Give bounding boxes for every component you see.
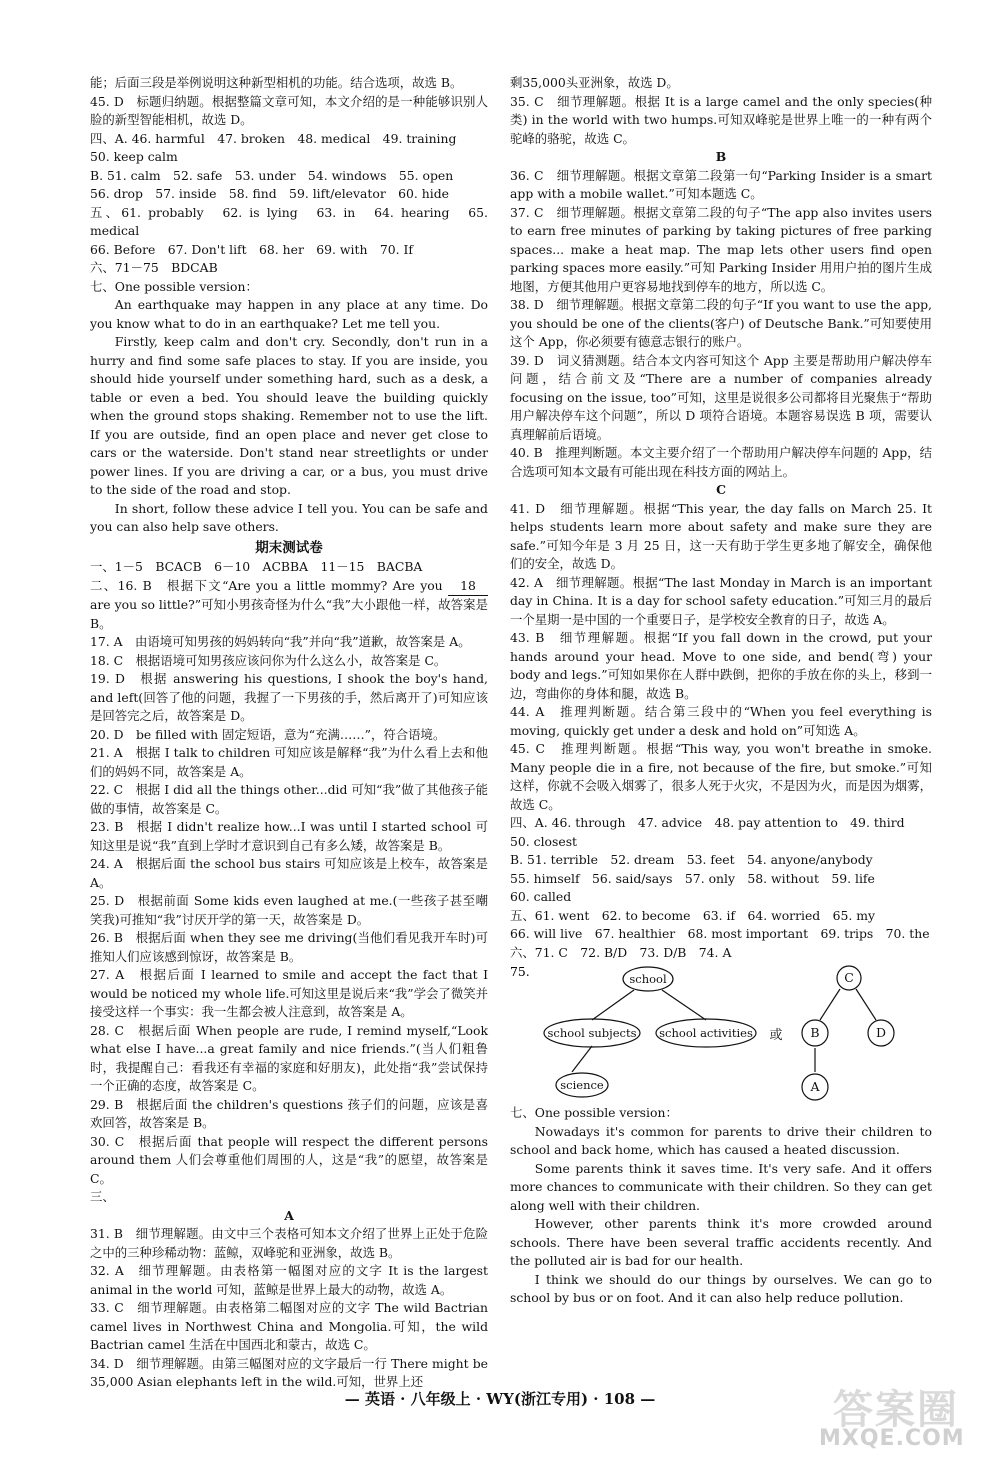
passage-label-c: C (716, 482, 726, 497)
answer-item: 40. B 推理判断题。本文主要介绍了一个帮助用户解决停车问题的 App，结合选项可知本文最有可能出现在科技方面的网站上。 (510, 445, 932, 479)
tree-edge (572, 1046, 592, 1072)
essay-paragraph: Firstly, keep calm and don't cry. Secondly, don't run in a hurry and find some safe places to stay. If you are inside, you should hide yourself under something hard, such as a desk, a table or even a bed. You should leave the building quickly when the ground stops shaking. Remember not to use the lift. If you are outside, find an open place and never get close to cars or the waterside. Don't stand near streetlights or under power lines. If you are driving a car, or a bus, you must drive to the side of the road and stop. (90, 334, 488, 497)
passage-label-b: B (715, 149, 727, 164)
answer-item: 41. D 细节理解题。根据“This year, the day falls on March 25. It helps students learn more about safety and make sure they are safe.”可知今年是 3 月 25 日，这一天有助于学生更多地了解安全，确保他们的安全，故选 D。 (510, 500, 932, 571)
answer-line: 五、61. went 62. to become 63. if 64. worried 65. my (510, 907, 876, 923)
answer-line: 七、One possible version： (510, 1105, 678, 1120)
answer-line: B. 51. calm 52. safe 53. under 54. windows 55. open (90, 167, 454, 183)
section-three-label: 三、 (90, 1189, 115, 1204)
essay-paragraph: In short, follow these advice I tell you. You can be safe and you can also help save others. (90, 500, 488, 534)
tree-edge (820, 989, 840, 1020)
or-label: 或 (769, 1028, 783, 1043)
answer-line: 50. keep calm (90, 149, 178, 164)
answer-item: 37. C 细节理解题。根据文章第二段的句子“The app also invites users to earn free minutes of parking by taking pictures of free parking spaces... make a heat map. The map lets other users find open parking spaces more easily.”可知 Parking Insider 用用户拍的图片生成地图，方便其他用户更容易地找到停车的地方，所以选 C。 (510, 204, 932, 294)
answer-item: 21. A 根据 I talk to children 可知应该是解释“我”为什么看上去和他们的妈妈不同，故答案是 A。 (90, 745, 488, 779)
watermark-text: 答案圈 (833, 1387, 959, 1433)
answer-item: 17. A 由语境可知男孩的妈妈转向“我”并向“我”道歉，故答案是 A。 (90, 634, 471, 649)
node-label: A (810, 1079, 820, 1094)
answer-item: 45. C 推理判断题。根据“This way, you won't breathe in smoke. Many people die in a fire, not because of the fire, but smoke.”可知这样，你就不会吸入烟雾了，很多人死于火灾，不是因为火，而是因为烟雾，故选 C。 (510, 741, 932, 812)
answer-item: 35. C 细节理解题。根据 It is a large camel and the only species(种类) in the world with two humps.可知双峰驼是世界上唯一的一种有两个驼峰的骆驼，故选 C。 (510, 93, 932, 146)
node-label: school (629, 972, 667, 986)
essay-paragraph: Nowadays it's common for parents to drive their children to school and back home, which has caused a heated discussion. (510, 1123, 932, 1157)
answer-item: 31. B 细节理解题。由文中三个表格可知本文介绍了世界上正处于危险之中的三种珍稀动物：蓝鲸，双峰驼和亚洲象，故选 B。 (90, 1226, 488, 1260)
answer-item: 24. A 根据后面 the school bus stairs 可知应该是上校车，故答案是 A。 (90, 856, 488, 890)
answer-item: 44. A 推理判断题。结合第三段中的“When you feel everything is moving, quickly get under a desk and hold on”可知选 A。 (510, 704, 932, 738)
answer-item: 45. D 标题归纳题。根据整篇文章可知，本文介绍的是一种能够识别人脸的新型智能相机，故选 D。 (90, 93, 488, 127)
answer-line: 五、61. probably 62. is lying 63. in 64. hearing 65. medical (90, 204, 488, 238)
essay-paragraph: I think we should do our things by ourselves. We can go to school by bus or on foot. And it can also help reduce pollution. (510, 1271, 932, 1305)
answer-line: 六、71. C 72. B/D 73. D/B 74. A (510, 944, 732, 960)
answer-item: 28. C 根据后面 When people are rude, I remind myself,“Look what else I have...a great family and nice friends.”(当人们粗鲁时，我提醒自己：看我还有幸福的家庭和好朋友)，此处指“我”尝试保持一个正确的态度，故答案是 C。 (90, 1022, 488, 1093)
watermark-logo (815, 1376, 980, 1456)
left-column (90, 74, 488, 1392)
answer-line: 六、71－75 BDCAB (90, 260, 218, 275)
node-label: school subjects (547, 1026, 637, 1040)
tree-edge (662, 990, 706, 1020)
answer-line: 七、One possible version： (90, 278, 258, 294)
answer-item: 22. C 根据 I did all the things other...did 可知“我”做了其他孩子能做的事情，故答案是 C。 (90, 782, 488, 816)
answer-item: 26. B 根据后面 when they see me driving(当他们看见我开车时)可推知人们应该感到惊讶，故答案是 B。 (90, 930, 488, 964)
q75-number: 75. (510, 964, 530, 979)
answer-item: 43. B 细节理解题。根据“If you fall down in the crowd, put your hands around your head. Move to one side, and bend(弯) your body and legs.”可知如果你在人群中跌倒，把你的手放在你的头上，移到一边，弯曲你的身体和腿，故选 B。 (510, 630, 932, 701)
answer-item (90, 577, 488, 634)
page-footer: — 英语 · 八年级上 · WY(浙江专用) · 108 — (344, 1390, 656, 1408)
answer-item: 剩35,000头亚洲象，故选 D。 (510, 75, 679, 90)
answer-item: 27. A 根据后面 I learned to smile and accept the fact that I would be noticed my whole life.可知这里是说后来“我”学会了微笑并接受这样一个事实：我一生都会被人注意到，故答案是 A。 (90, 967, 488, 1019)
answer-line: 50. closest (510, 833, 578, 849)
answer-line: 四、A. 46. through 47. advice 48. pay attention to 49. third (510, 815, 905, 830)
tree-diagram (510, 964, 932, 1104)
text-line: 能；后面三段是举例说明这种新型相机的功能。结合选项，故选 B。 (90, 75, 463, 90)
essay-paragraph: An earthquake may happen in any place at any time. Do you know what to do in an earthquake? Let me tell you. (90, 297, 488, 331)
answer-item: 18. C 根据语境可知男孩应该问你为什么这么小，故答案是 C。 (90, 652, 447, 668)
answer-item: 36. C 细节理解题。根据文章第二段第一句“Parking Insider is a smart app with a mobile wallet.”可知本题选 C。 (510, 167, 932, 201)
tree-edge (856, 989, 876, 1020)
answer-item: 25. D 根据前面 Some kids even laughed at me.(一些孩子甚至嘲笑我)可推知“我”讨厌开学的第一天，故答案是 D。 (90, 893, 488, 927)
answer-item: 34. D 细节理解题。由第三幅图对应的文字最后一行 There might be 35,000 Asian elephants left in the wild.可知，世界上还 (90, 1355, 488, 1389)
answer-item: 33. C 细节理解题。由表格第二幅图对应的文字 The wild Bactrian camel lives in Northwest China and Mongolia.可知，the wild Bactrian camel 生活在中国西北和蒙古，故选 C。 (90, 1300, 488, 1352)
answer-item: 39. D 词义猜测题。结合本文内容可知这个 App 主要是帮助用户解决停车问题，结合前文及“There are a number of companies already focusing on the issue, too”可知，这里是说很多公司都将目光聚焦于“帮助用户解决停车这个问题”，所以 D 项符合语境。本题容易误选 B 项，需要认真理解前后语境。 (510, 352, 932, 442)
section-three (90, 1188, 488, 1207)
answer-line: B. 51. terrible 52. dream 53. feet 54. anyone/anybody (510, 852, 873, 867)
q16-blank: 18 (448, 577, 488, 597)
answer-line: 60. called (510, 889, 572, 904)
watermark-url: MXQE.COM (819, 1426, 965, 1451)
right-column (510, 74, 932, 1308)
node-label: B (810, 1025, 820, 1040)
answer-line: 56. drop 57. inside 58. find 59. lift/elevator 60. hide (90, 186, 449, 201)
node-label: science (560, 1078, 604, 1092)
answer-item: 23. B 根据 I didn't realize how...I was until I started school 可知这里是说“我”直到上学时才意识到自己有多么矮，故答案是 B。 (90, 819, 488, 853)
q16-text-rest: are you so little?”可知小男孩奇怪为什么“我”大小跟他一样，故答案是 B。 (90, 597, 488, 631)
passage-label-a: A (284, 1207, 294, 1223)
answer-line: 55. himself 56. said/says 57. only 58. without 59. life (510, 870, 875, 886)
essay-paragraph: Some parents think it saves time. It's very safe. And it offers more chances to communicate with their children. So they can get along well with their children. (510, 1160, 932, 1213)
node-label: D (875, 1025, 887, 1040)
answer-item: 19. D 根据 answering his questions, I shook the boy's hand, and left(回答了他的问题，我握了一下男孩的手，然后离开了)可知应该是回答完之后，故答案是 D。 (90, 671, 488, 723)
q16-text: 二、16. B 根据下文“Are you a little mommy? Are you (90, 577, 443, 593)
node-label: C (844, 970, 854, 985)
answer-item: 32. A 细节理解题。由表格第一幅图对应的文字 It is the largest animal in the world 可知，蓝鲸是世界上最大的动物，故选 A。 (90, 1263, 488, 1297)
node-label: school activities (659, 1026, 753, 1040)
answer-item: 30. C 根据后面 that people will respect the different persons around them 人们会尊重他们周围的人，这是“我”的愿望，故答案是 C。 (90, 1133, 488, 1186)
essay-paragraph: However, other parents think it's more crowded around schools. There have been several traffic accidents recently. And the polluted air is bad for our health. (510, 1216, 932, 1268)
answer-item: 20. D be filled with 固定短语，意为“充满……”，符合语境。 (90, 726, 446, 742)
answer-line: 66. will live 67. healthier 68. most important 69. trips 70. the (510, 926, 930, 941)
answer-item: 42. A 细节理解题。根据“The last Monday in March is an important day in China. It is a day for school safety education.”可知三月的最后一个星期一是中国的一个重要日子，是学校安全教育的日子，故选 A。 (510, 574, 932, 627)
answer-line: 66. Before 67. Don't lift 68. her 69. with 70. If (90, 241, 413, 257)
exam-title: 期末测试卷 (255, 539, 323, 556)
answer-item: 38. D 细节理解题。根据文章第二段的句子“If you want to use the app, you should be one of the clients(客户) of Deutsche Bank.”可知要使用这个 App，你必须要有德意志银行的账户。 (510, 297, 932, 349)
tree-diagram-svg (510, 964, 932, 1104)
answer-line: 四、A. 46. harmful 47. broken 48. medical 49. training (90, 130, 457, 146)
answer-line: 一、1－5 BCACB 6－10 ACBBA 11－15 BACBA (90, 559, 423, 574)
tree-edge (592, 990, 634, 1020)
answer-item: 29. B 根据后面 the children's questions 孩子们的问题，应该是喜欢回答，故答案是 B。 (90, 1096, 488, 1130)
